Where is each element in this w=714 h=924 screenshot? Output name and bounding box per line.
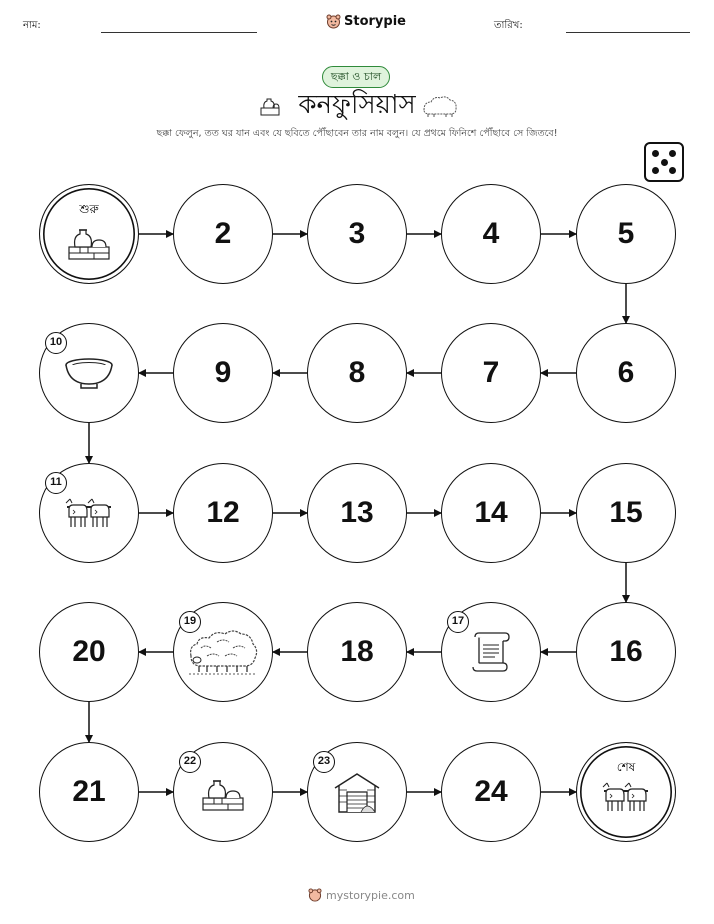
board-cell-20: [39, 602, 139, 702]
board-cell-2: [173, 184, 273, 284]
sheep-flock-icon: [187, 626, 259, 682]
board-cell-22: [173, 742, 273, 842]
board-cell-15: [576, 463, 676, 563]
cell-number: 18: [340, 635, 374, 668]
board-cell-14: [441, 463, 541, 563]
board-cell-23: [307, 742, 407, 842]
scroll-icon: [471, 631, 511, 677]
board-cell-12: [173, 463, 273, 563]
footer: [308, 888, 415, 902]
cell-number-badge: 22: [179, 751, 201, 773]
page-title: কনফুসিয়াস: [298, 90, 416, 120]
cell-number-badge: 17: [447, 611, 469, 633]
finish-label: শেষ: [616, 760, 636, 774]
finish-cell: [576, 742, 676, 842]
pots-on-stones-icon: [66, 221, 112, 265]
board-cell-4: [441, 184, 541, 284]
board-cell-19: [173, 602, 273, 702]
board-cell-13: [307, 463, 407, 563]
cell-number: 6: [617, 356, 635, 389]
ox-cart-icon: [600, 779, 652, 819]
cell-number-badge: 19: [179, 611, 201, 633]
board-cell-5: [576, 184, 676, 284]
cell-number: 15: [609, 496, 643, 529]
cell-number-badge: 23: [313, 751, 335, 773]
cell-number: 16: [609, 635, 643, 668]
cell-number: 9: [214, 356, 232, 389]
board-cell-24: [441, 742, 541, 842]
cell-number: 7: [482, 356, 500, 389]
cell-number: 20: [72, 635, 106, 668]
footer-url: mystorypie.com: [326, 888, 415, 902]
cell-number: 3: [348, 217, 366, 250]
cell-number: 13: [340, 496, 374, 529]
cell-number-badge: 10: [45, 332, 67, 354]
board-cell-18: [307, 602, 407, 702]
cell-number: 2: [214, 217, 232, 250]
board-cell-17: [441, 602, 541, 702]
board-cell-8: [307, 323, 407, 423]
board-cell-6: [576, 323, 676, 423]
cell-number: 8: [348, 356, 366, 389]
cell-number: 4: [482, 217, 500, 250]
granary-icon: [331, 770, 383, 818]
board-cell-16: [576, 602, 676, 702]
board-cell-3: [307, 184, 407, 284]
board-cell-21: [39, 742, 139, 842]
instructions: ছক্কা ফেলুন, তত ঘর যান এবং যে ছবিতে পৌঁছাবেন তার নাম বলুন। যে প্রথমে ফিনিশে পৌঁছাবে সে জিতবে!: [156, 128, 558, 139]
cell-number: 12: [206, 496, 240, 529]
board-cell-10: [39, 323, 139, 423]
board-cell-11: [39, 463, 139, 563]
cell-number-badge: 11: [45, 472, 67, 494]
ox-cart-icon: [63, 495, 115, 535]
start-cell: [39, 184, 139, 284]
date-label: তারিখ:: [494, 20, 523, 31]
bowl-icon: [63, 356, 115, 394]
pots-on-stones-icon: [200, 772, 246, 816]
cell-number: 5: [617, 217, 635, 250]
cell-number: 24: [474, 775, 508, 808]
cell-number: 21: [72, 775, 106, 808]
game-type-badge: ছক্কা ও চাল: [322, 66, 390, 88]
name-label: নাম:: [23, 20, 41, 31]
cell-number: 14: [474, 496, 508, 529]
brand-name: Storypie: [344, 14, 406, 29]
board-cell-9: [173, 323, 273, 423]
board-cell-7: [441, 323, 541, 423]
start-label: শুরু: [79, 202, 99, 216]
storypie-mascot-icon: [308, 888, 322, 902]
